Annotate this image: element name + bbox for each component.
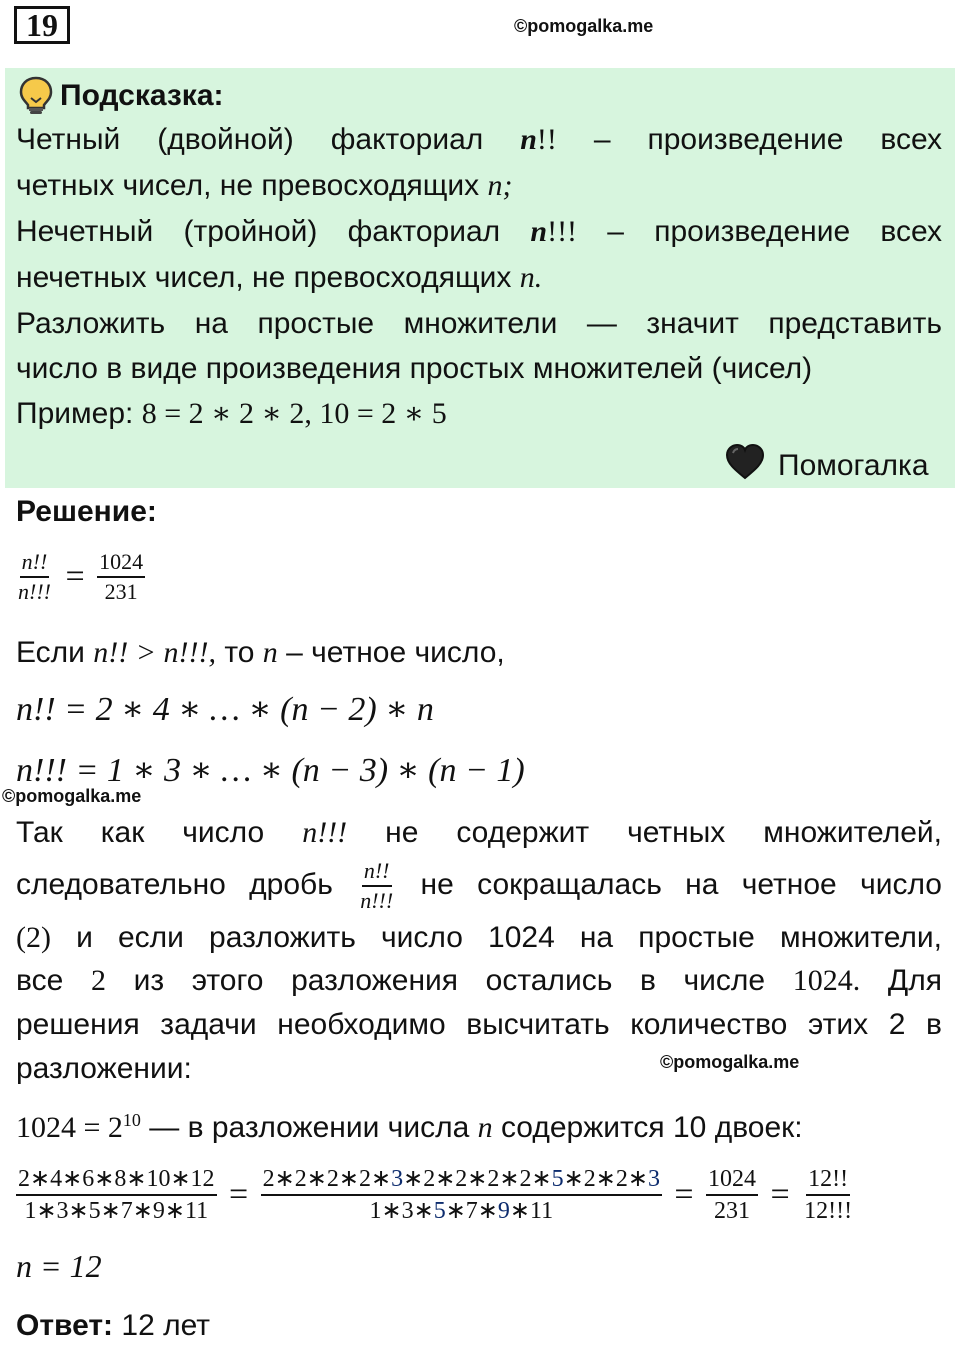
big-fraction-chain: $\frac{2∗4∗6∗8∗10∗12}{1∗3∗5∗7∗9∗11}$ = $\frac{2∗2∗2∗2∗3∗2∗2∗2∗2∗5∗2∗2∗3}{1∗3∗5∗7∗9∗11}$ = $\frac{1024}{231}$ = $\frac{12!!}{12!!!}$ bbox=[18, 1166, 853, 1224]
text-line-1: Так как число n!!! не содержит четных множителей, bbox=[16, 816, 942, 849]
watermark-left: ©pomogalka.me bbox=[2, 786, 142, 806]
hint-line-4: нечетных чисел, не превосходящих n. bbox=[16, 261, 543, 294]
if-statement: Если n!! > n!!!, то n – четное число, bbox=[16, 636, 505, 669]
fraction-4: $\frac{12!!}{12!!!}$ bbox=[804, 1166, 853, 1224]
text-line-4: все 2 из этого разложения остались в числе 1024. Для bbox=[16, 964, 942, 997]
text-line-5: решения задачи необходимо высчитать количество этих 2 в bbox=[16, 1008, 942, 1041]
text-line-6: разложении: bbox=[16, 1052, 192, 1085]
fraction-1: $\frac{2∗4∗6∗8∗10∗12}{1∗3∗5∗7∗9∗11}$ bbox=[18, 1166, 215, 1224]
n-result: n = 12 bbox=[16, 1248, 102, 1284]
task-number: 19 bbox=[14, 6, 70, 44]
text-line-3: (2) и если разложить число 1024 на простые множители, bbox=[16, 921, 942, 954]
hint-line-7: Пример: 8 = 2 ∗ 2 ∗ 2, 10 = 2 ∗ 5 bbox=[16, 397, 447, 430]
hint-line-2: четных чисел, не превосходящих n; bbox=[16, 169, 513, 202]
heart-icon bbox=[724, 443, 768, 483]
hint-line-6: число в виде произведения простых множителей (чисел) bbox=[16, 352, 813, 385]
fraction-2: $\frac{2∗2∗2∗2∗3∗2∗2∗2∗2∗5∗2∗2∗3}{1∗3∗5∗7∗9∗11}$ bbox=[262, 1166, 660, 1224]
hint-line-5: Разложить на простые множители — значит представить bbox=[16, 307, 942, 340]
answer-line: Ответ: 12 лет bbox=[16, 1309, 211, 1342]
hint-title: Подсказка: bbox=[60, 79, 224, 112]
text-line-2: следовательно дробь $\frac{n!!}{n!!!}$ не сокращалась на четное число bbox=[16, 858, 942, 914]
brand-label: Помогалка bbox=[778, 449, 929, 482]
hint-line-3: Нечетный (тройной) факториал n!!! – произведение всех bbox=[16, 215, 943, 248]
watermark-right: ©pomogalka.me bbox=[660, 1052, 800, 1072]
equation-ratio: $\frac{n!!}{n!!!}$ = $\frac{1024}{231}$ bbox=[18, 549, 144, 604]
power-line: $1024 = 2^{10}$ — в разложении числа n содержится 10 двоек: bbox=[16, 1110, 803, 1144]
solution-title: Решение: bbox=[16, 495, 157, 528]
watermark-top: ©pomogalka.me bbox=[514, 16, 654, 36]
hint-line-1: Четный (двойной) факториал n!! – произведение всех bbox=[16, 123, 943, 156]
triple-factorial-equation: n!!! = 1 ∗ 3 ∗ … ∗ (n − 3) ∗ (n − 1) bbox=[16, 752, 525, 789]
lightbulb-icon bbox=[18, 76, 58, 116]
double-factorial-equation: n!! = 2 ∗ 4 ∗ … ∗ (n − 2) ∗ n bbox=[16, 691, 434, 728]
fraction-3: $\frac{1024}{231}$ bbox=[708, 1166, 757, 1224]
